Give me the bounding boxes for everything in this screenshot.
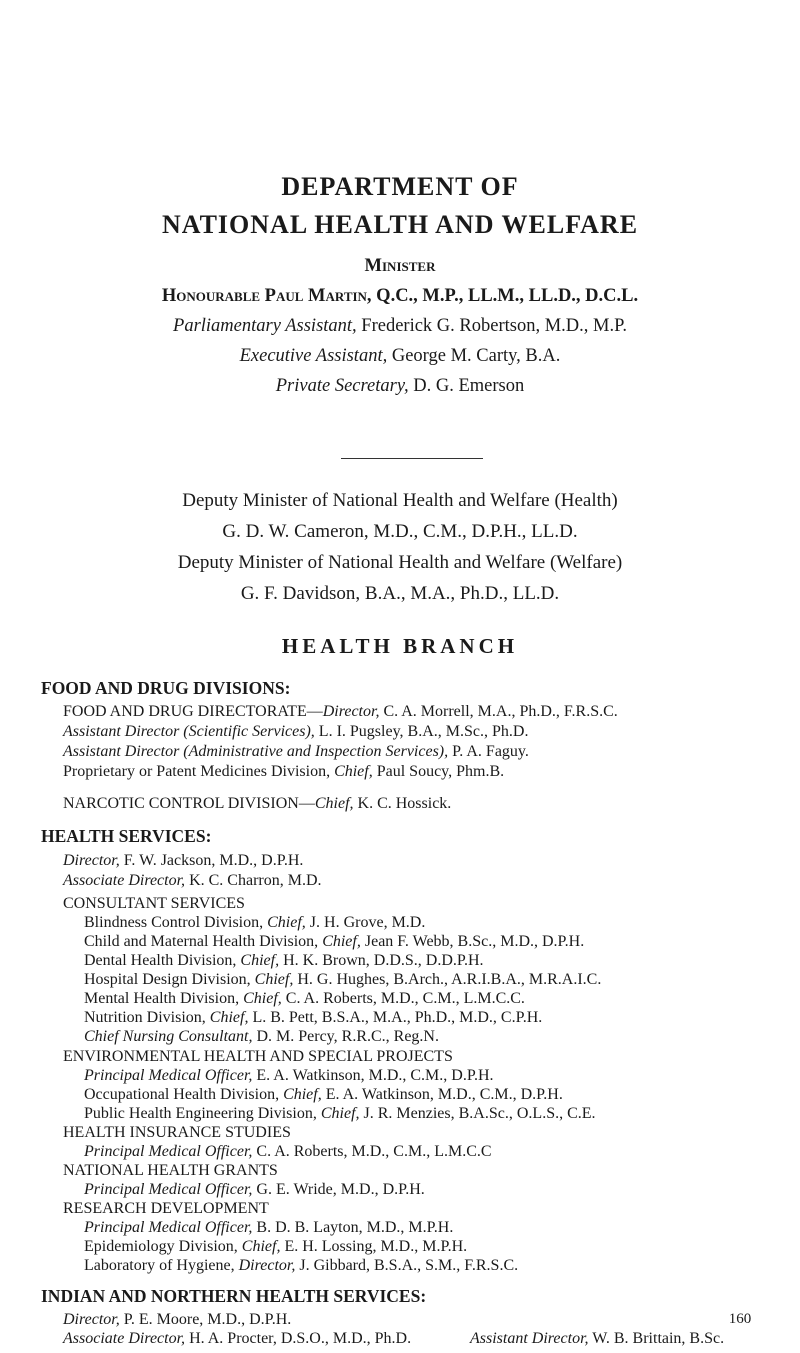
deputy-welfare-name: G. F. Davidson, B.A., M.A., Ph.D., LL.D. <box>240 583 560 604</box>
deputy-ministers-block <box>0 485 800 609</box>
executive-assistant: Executive Assistant, George M. Carty, B.A. <box>239 346 561 366</box>
food-drug-heading: FOOD AND DRUG DIVISIONS: <box>41 678 291 698</box>
divider-rule <box>341 458 483 459</box>
food-drug-assistant-admin: Assistant Director (Administrative and Inspection Services), P. A. Faguy. <box>63 743 529 760</box>
page-number: 160 <box>728 1311 752 1327</box>
hospital-design-division: Hospital Design Division, Chief, H. G. Hughes, B.Arch., A.R.I.B.A., M.R.A.I.C. <box>84 971 602 988</box>
branch-heading: HEALTH BRANCH <box>281 634 519 658</box>
nutrition-division: Nutrition Division, Chief, L. B. Pett, B.S.A., M.A., Ph.D., M.D., C.P.H. <box>84 1009 543 1026</box>
indian-assistant-director: Assistant Director, W. B. Brittain, B.Sc. <box>470 1330 725 1347</box>
public-health-engineering-division: Public Health Engineering Division, Chief, J. R. Menzies, B.A.Sc., O.L.S., C.E. <box>84 1105 596 1122</box>
health-insurance-heading: HEALTH INSURANCE STUDIES <box>63 1124 291 1141</box>
indian-associate-director: Associate Director, H. A. Procter, D.S.O., M.D., Ph.D. <box>63 1330 412 1347</box>
indian-director: Director, P. E. Moore, M.D., D.P.H. <box>63 1311 292 1328</box>
department-heading-line1: DEPARTMENT OF <box>281 172 519 201</box>
narcotic-division: NARCOTIC CONTROL DIVISION—Chief, K. C. Hossick. <box>63 795 452 812</box>
occupational-division: Occupational Health Division, Chief, E. A. Watkinson, M.D., C.M., D.P.H. <box>84 1086 563 1103</box>
department-heading-line2: NATIONAL HEALTH AND WELFARE <box>161 210 639 239</box>
health-grants-heading: NATIONAL HEALTH GRANTS <box>63 1162 278 1179</box>
deputy-health-name: G. D. W. Cameron, M.D., C.M., D.P.H., LL.D. <box>222 521 578 542</box>
research-officer: Principal Medical Officer, B. D. B. Layton, M.D., M.P.H. <box>84 1219 454 1236</box>
environmental-officer: Principal Medical Officer, E. A. Watkinson, M.D., C.M., D.P.H. <box>84 1067 494 1084</box>
blindness-division: Blindness Control Division, Chief, J. H. Grove, M.D. <box>84 914 426 931</box>
minister-name: Honourable Paul Martin, Q.C., M.P., LL.M., LL.D., D.C.L. <box>161 286 639 306</box>
research-heading: RESEARCH DEVELOPMENT <box>63 1200 269 1217</box>
dental-division: Dental Health Division, Chief, H. K. Brown, D.D.S., D.D.P.H. <box>84 952 484 969</box>
chief-nursing-consultant: Chief Nursing Consultant, D. M. Percy, R.R.C., Reg.N. <box>84 1028 439 1045</box>
health-services-heading: HEALTH SERVICES: <box>41 826 212 846</box>
health-associate-director: Associate Director, K. C. Charron, M.D. <box>63 872 322 889</box>
child-maternal-division: Child and Maternal Health Division, Chief, Jean F. Webb, B.Sc., M.D., D.P.H. <box>84 933 585 950</box>
indian-northern-heading: INDIAN AND NORTHERN HEALTH SERVICES: <box>41 1286 427 1306</box>
environmental-heading: ENVIRONMENTAL HEALTH AND SPECIAL PROJECTS <box>63 1048 453 1065</box>
laboratory-of-hygiene: Laboratory of Hygiene, Director, J. Gibbard, B.S.A., S.M., F.R.S.C. <box>84 1257 519 1274</box>
private-secretary: Private Secretary, D. G. Emerson <box>275 376 525 396</box>
parliamentary-assistant: Parliamentary Assistant, Frederick G. Robertson, M.D., M.P. <box>173 316 627 336</box>
food-drug-director: FOOD AND DRUG DIRECTORATE—Director, C. A. Morrell, M.A., Ph.D., F.R.S.C. <box>63 703 618 720</box>
health-insurance-officer: Principal Medical Officer, C. A. Roberts, M.D., C.M., L.M.C.C <box>84 1143 492 1160</box>
minister-block <box>0 251 800 401</box>
consultant-services-heading: CONSULTANT SERVICES <box>63 895 245 912</box>
minister-label: Minister <box>364 256 436 276</box>
epidemiology-division: Epidemiology Division, Chief, E. H. Lossing, M.D., M.P.H. <box>84 1238 468 1255</box>
deputy-health-title: Deputy Minister of National Health and Welfare (Health) <box>182 490 618 511</box>
deputy-welfare-title: Deputy Minister of National Health and Welfare (Welfare) <box>177 552 623 573</box>
food-drug-assistant-scientific: Assistant Director (Scientific Services), L. I. Pugsley, B.A., M.Sc., Ph.D. <box>63 723 529 740</box>
mental-health-division: Mental Health Division, Chief, C. A. Roberts, M.D., C.M., L.M.C.C. <box>84 990 525 1007</box>
proprietary-division: Proprietary or Patent Medicines Division, Chief, Paul Soucy, Phm.B. <box>63 763 505 780</box>
health-director: Director, F. W. Jackson, M.D., D.P.H. <box>63 852 304 869</box>
health-grants-officer: Principal Medical Officer, G. E. Wride, M.D., D.P.H. <box>84 1181 425 1198</box>
